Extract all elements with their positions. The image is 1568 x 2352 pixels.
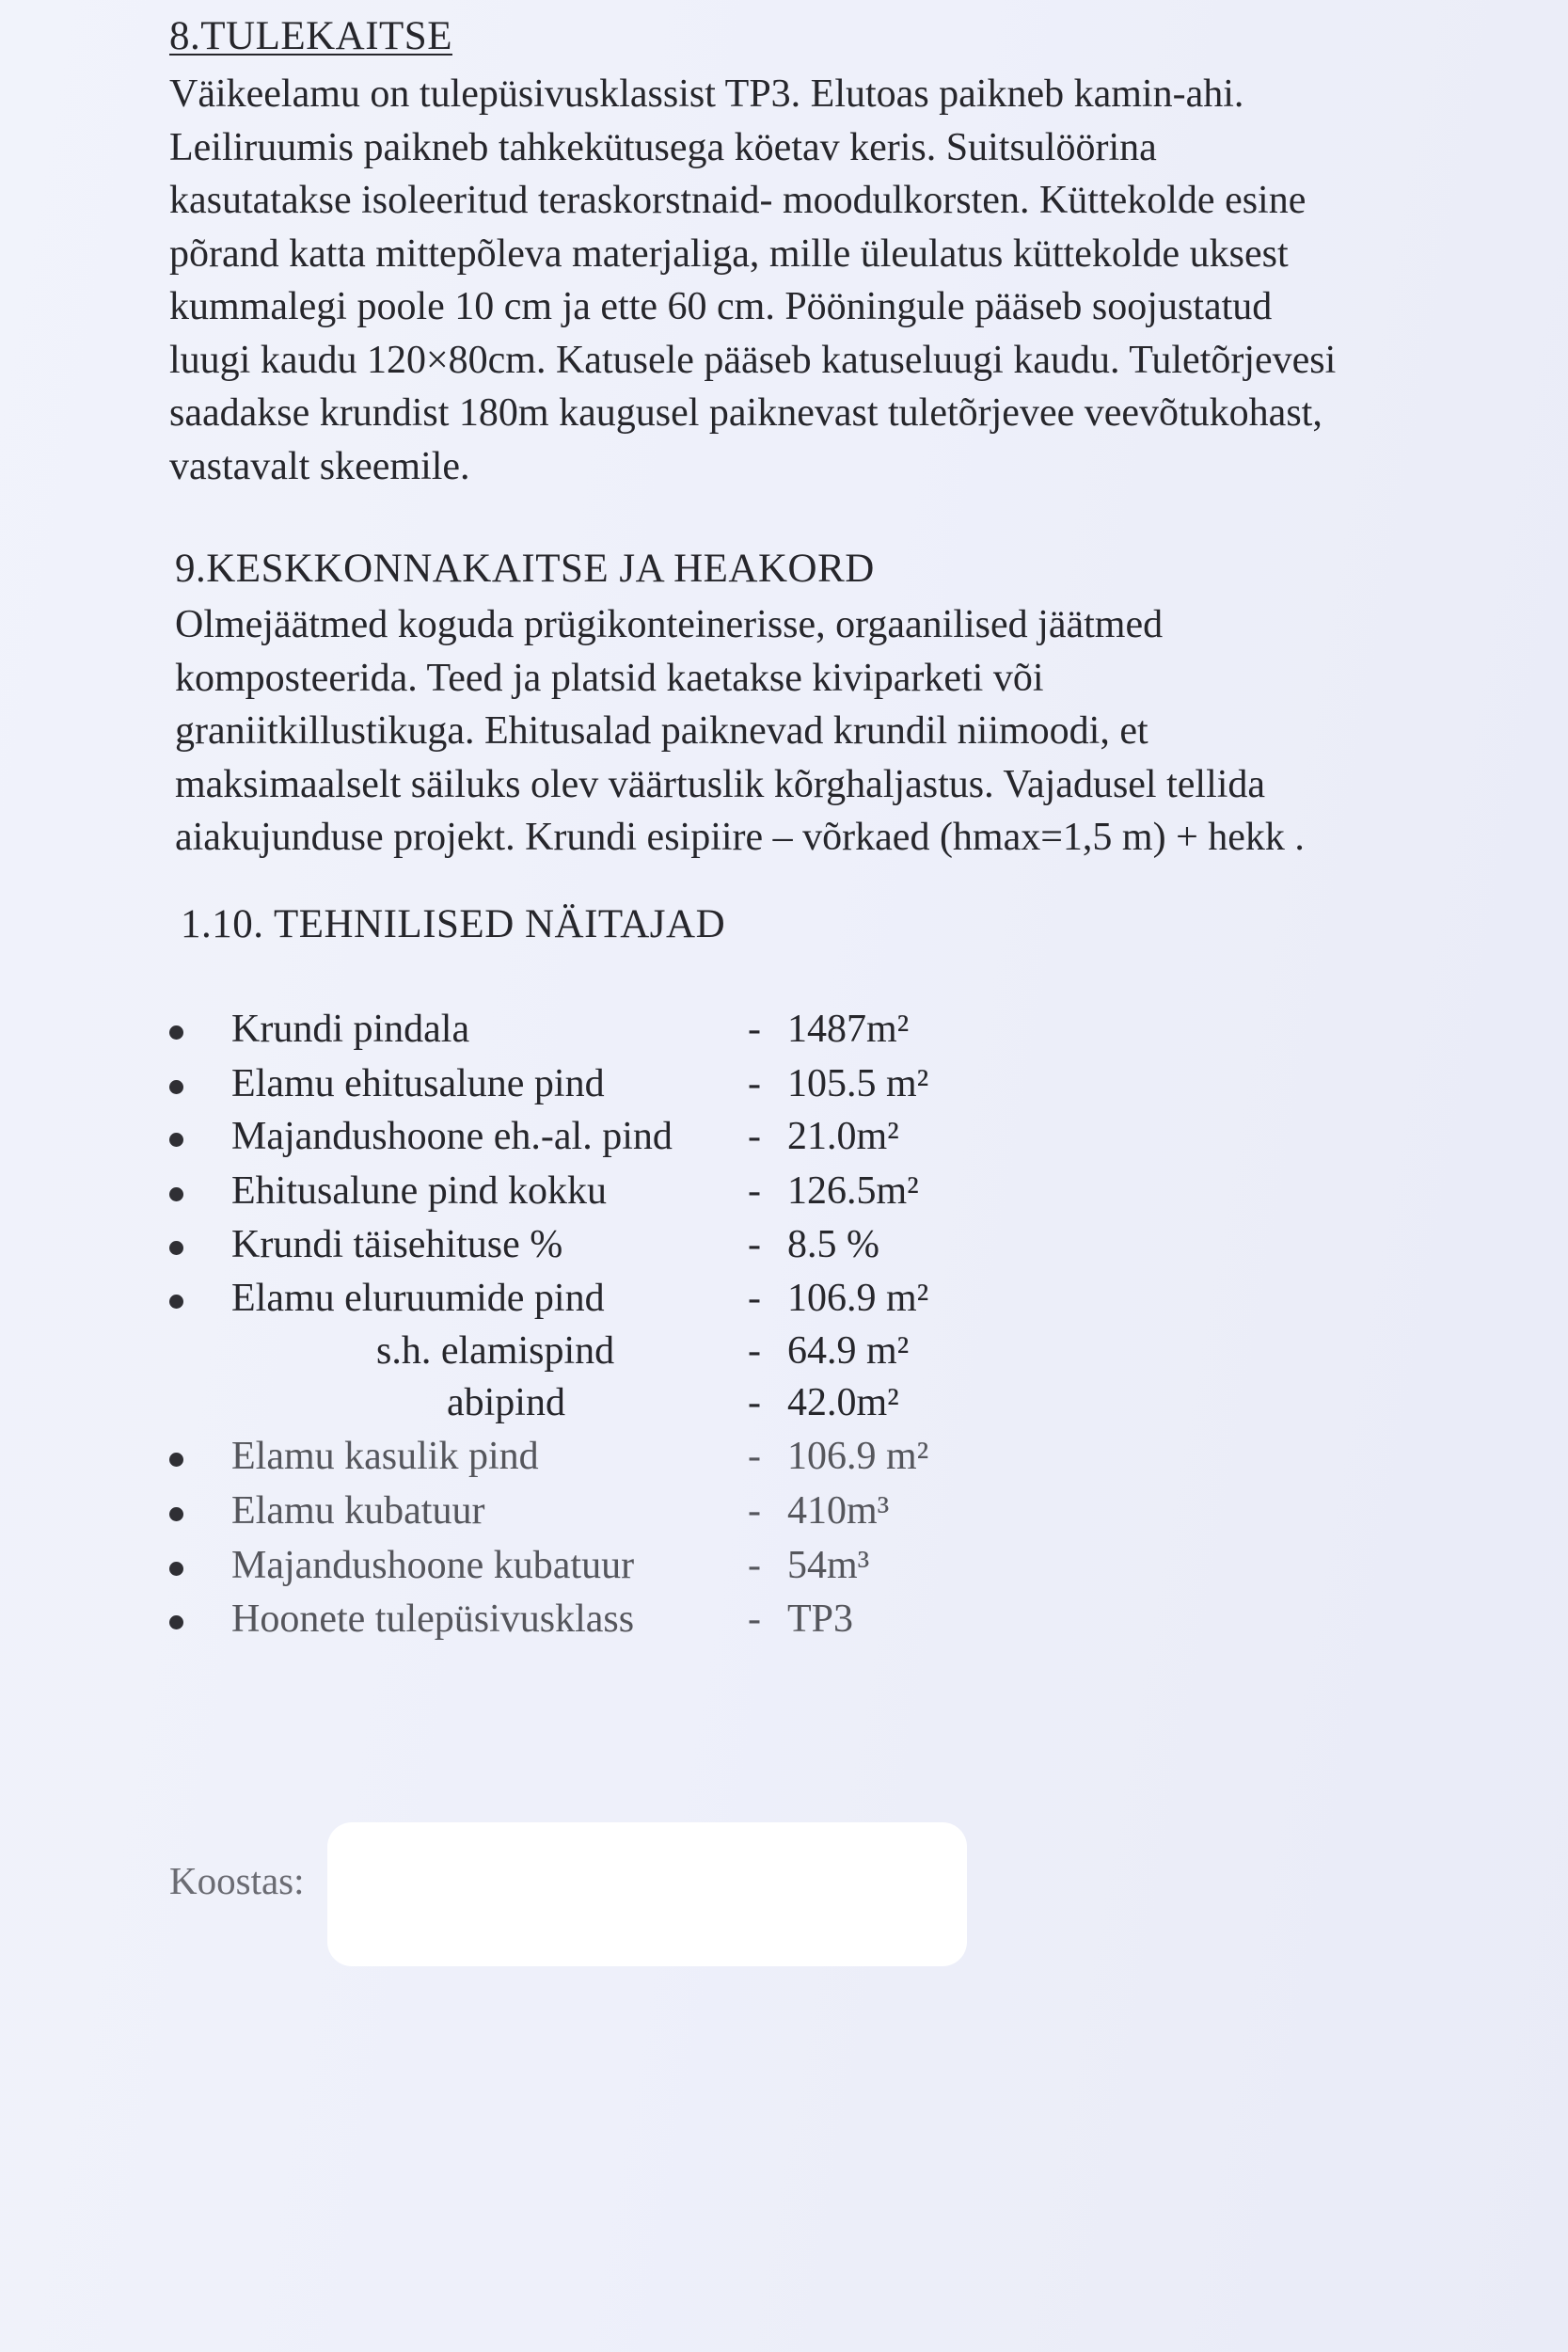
bullet-icon <box>169 1615 183 1629</box>
section-9-line: aiakujunduse projekt. Krundi esipiire – võrkaed (hmax=1,5 m) + hekk . <box>175 816 1305 859</box>
tech-value: 106.9 m² <box>787 1277 929 1320</box>
tech-dash: - <box>748 1597 761 1641</box>
bullet-icon <box>169 1507 183 1521</box>
section-8-line: saadakse krundist 180m kaugusel paiknevast tuletõrjevee veevõtukohast, <box>169 391 1323 435</box>
tech-row <box>169 1488 1016 1543</box>
redaction-block <box>327 1822 967 1966</box>
tech-value: 42.0m² <box>787 1381 899 1424</box>
bullet-icon <box>169 1187 183 1201</box>
tech-value: 54m³ <box>787 1544 870 1587</box>
tech-label: Krundi täisehituse % <box>231 1223 563 1266</box>
tech-row <box>169 1168 1016 1223</box>
section-8-line: põrand katta mittepõleva materjaliga, mille üleulatus küttekolde uksest <box>169 231 1289 276</box>
tech-value: 64.9 m² <box>787 1329 910 1373</box>
tech-value: 106.9 m² <box>787 1435 929 1478</box>
tech-label: Elamu ehitusalune pind <box>231 1062 605 1105</box>
author-label: Koostas: <box>169 1859 305 1902</box>
tech-value: TP3 <box>787 1597 854 1641</box>
tech-value: 126.5m² <box>787 1169 919 1213</box>
section-110-title: 1.10. TEHNILISED NÄITAJAD <box>181 902 726 946</box>
tech-row <box>169 1222 1016 1277</box>
tech-label: Elamu kasulik pind <box>231 1435 539 1478</box>
section-8-line: luugi kaudu 120×80cm. Katusele pääseb katuseluugi kaudu. Tuletõrjevesi <box>169 338 1337 382</box>
tech-label: Elamu eluruumide pind <box>231 1277 605 1320</box>
section-9-line: maksimaalselt säiluks olev väärtuslik kõrghaljastus. Vajadusel tellida <box>175 762 1266 806</box>
bullet-icon <box>169 1562 183 1576</box>
tech-label: Ehitusalune pind kokku <box>231 1169 607 1213</box>
tech-row <box>169 1328 1016 1383</box>
tech-dash: - <box>748 1435 761 1478</box>
tech-dash: - <box>748 1544 761 1587</box>
bullet-icon <box>169 1241 183 1255</box>
section-8-line: kasutatakse isoleeritud teraskorstnaid- moodulkorsten. Küttekolde esine <box>169 179 1307 222</box>
section-9-body <box>175 598 1305 865</box>
bullet-icon <box>169 1453 183 1467</box>
tech-value: 1487m² <box>787 1008 910 1051</box>
tech-label: Hoonete tulepüsivusklass <box>231 1597 635 1641</box>
tech-row <box>169 1543 1016 1597</box>
tech-value: 410m³ <box>787 1489 890 1533</box>
tech-value: 105.5 m² <box>787 1062 929 1105</box>
tech-row <box>169 1007 1016 1061</box>
section-9-title: 9.KESKKONNAKAITSE JA HEAKORD <box>175 547 875 591</box>
bullet-icon <box>169 1025 183 1040</box>
tech-label: abipind <box>447 1381 565 1424</box>
tech-label: Majandushoone eh.-al. pind <box>231 1115 673 1158</box>
tech-row <box>169 1434 1016 1488</box>
bullet-icon <box>169 1080 183 1094</box>
tech-value: 8.5 % <box>787 1223 879 1266</box>
tech-label: Elamu kubatuur <box>231 1489 485 1533</box>
tech-row <box>169 1276 1016 1330</box>
tech-dash: - <box>748 1115 761 1158</box>
tech-dash: - <box>748 1277 761 1320</box>
tech-value: 21.0m² <box>787 1115 899 1158</box>
tech-dash: - <box>748 1062 761 1105</box>
section-8-title: 8.TULEKAITSE <box>169 14 452 58</box>
tech-row <box>169 1061 1016 1116</box>
tech-label: Krundi pindala <box>231 1008 470 1051</box>
tech-row <box>169 1114 1016 1168</box>
tech-row <box>169 1597 1016 1651</box>
section-9-line: graniitkillustikuga. Ehitusalad paiknevad krundil niimoodi, et <box>175 709 1148 753</box>
tech-dash: - <box>748 1169 761 1213</box>
tech-label: s.h. elamispind <box>376 1329 615 1373</box>
section-8-line: Leiliruumis paikneb tahkekütusega köetav keris. Suitsulöörina <box>169 125 1157 169</box>
section-9-line: Olmejäätmed koguda prügikonteinerisse, orgaanilised jäätmed <box>175 603 1164 646</box>
tech-dash: - <box>748 1329 761 1373</box>
section-8-line: vastavalt skeemile. <box>169 444 470 488</box>
tech-dash: - <box>748 1008 761 1051</box>
tech-dash: - <box>748 1489 761 1533</box>
section-8-body <box>169 68 1336 493</box>
tech-row <box>169 1380 1016 1435</box>
bullet-icon <box>169 1133 183 1147</box>
tech-dash: - <box>748 1381 761 1424</box>
tech-label: Majandushoone kubatuur <box>231 1544 635 1587</box>
section-8-line: Väikeelamu on tulepüsivusklassist TP3. Elutoas paikneb kamin-ahi. <box>169 72 1244 116</box>
section-9-line: komposteerida. Teed ja platsid kaetakse kiviparketi või <box>175 656 1044 700</box>
bullet-icon <box>169 1295 183 1309</box>
section-8-line: kummalegi poole 10 cm ja ette 60 cm. Pööningule pääseb soojustatud <box>169 285 1273 328</box>
tech-dash: - <box>748 1223 761 1266</box>
